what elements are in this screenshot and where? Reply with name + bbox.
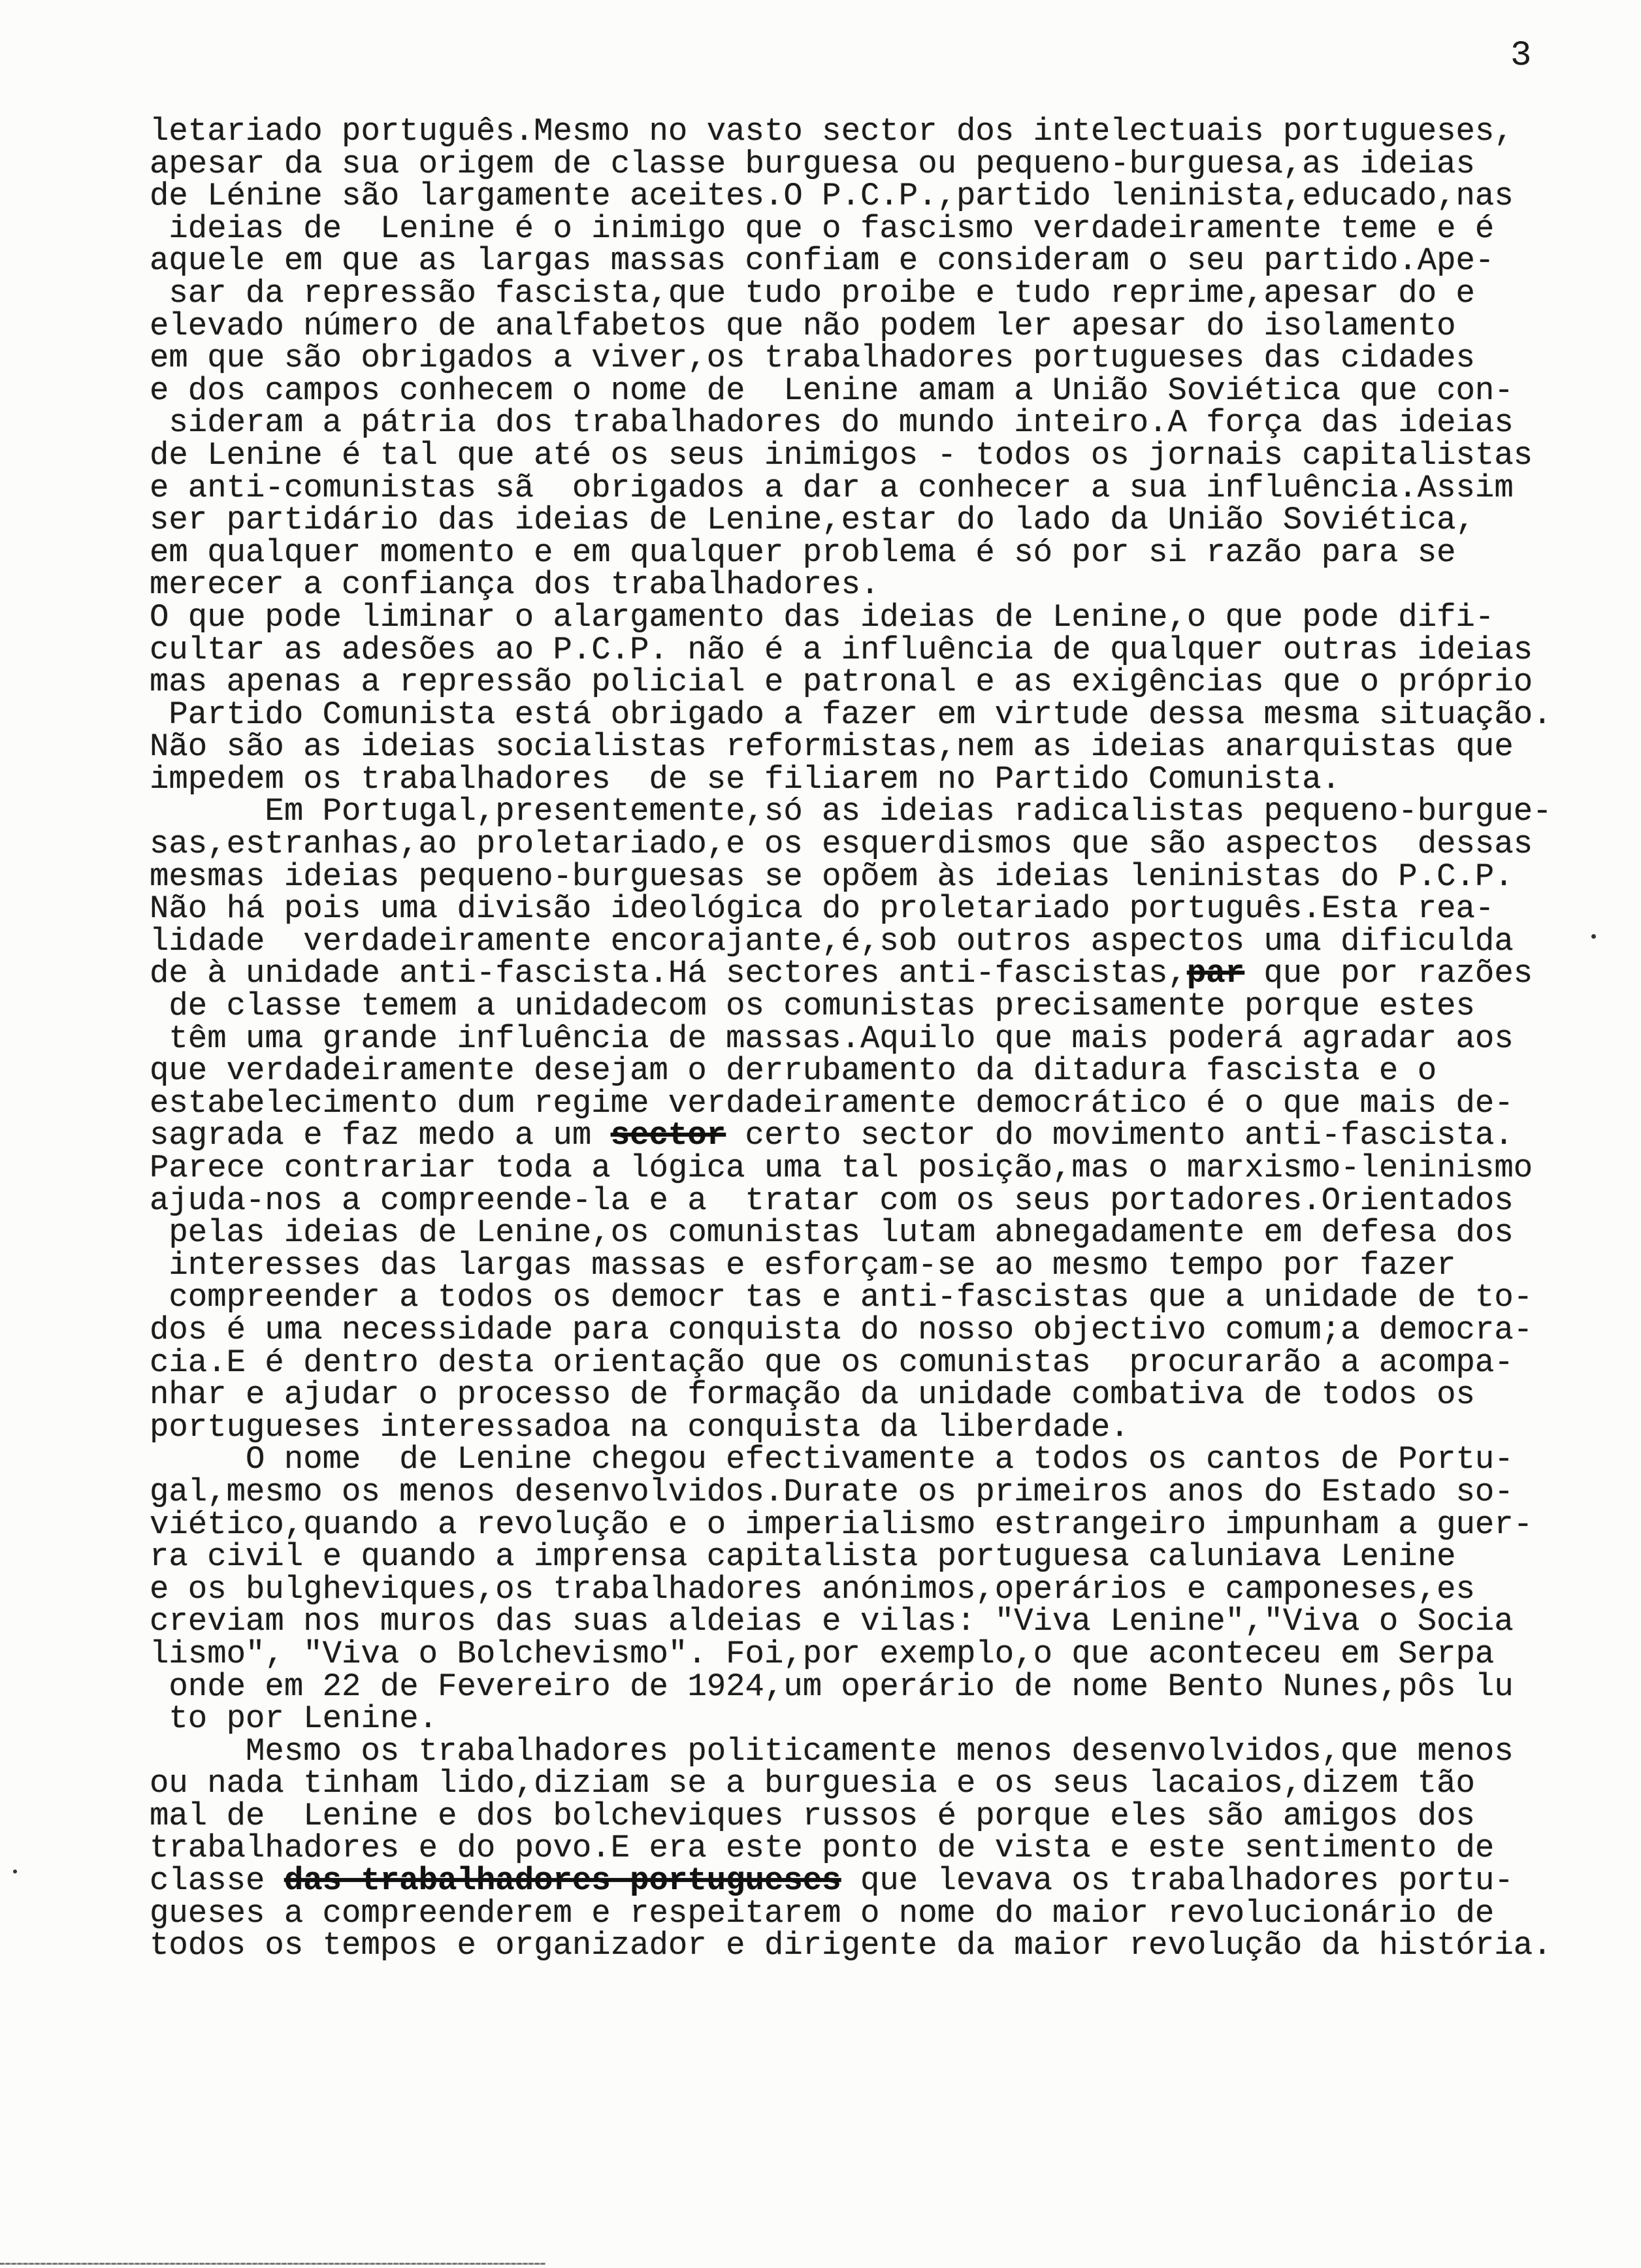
text-line: dos é uma necessidade para conquista do nosso objectivo comum;a democra- bbox=[150, 1311, 1533, 1348]
text-segment: que por razões bbox=[1244, 955, 1533, 992]
text-line: compreender a todos os democr tas e anti-fascistas que a unidade de to- bbox=[169, 1279, 1533, 1316]
text-line: e anti-comunistas sã obrigados a dar a conhecer a sua influência.Assim bbox=[150, 469, 1514, 506]
ink-speck bbox=[1591, 934, 1596, 939]
text-segment: certo sector do movimento anti-fascista. bbox=[726, 1117, 1514, 1154]
struck-out-text: das trabalhadores portugueses bbox=[284, 1862, 841, 1900]
text-line: creviam nos muros das suas aldeias e vilas: "Viva Lenine","Viva o Socia bbox=[150, 1603, 1514, 1640]
text-line: trabalhadores e do povo.E era este ponto de vista e este sentimento de bbox=[150, 1830, 1495, 1867]
text-line: que verdadeiramente desejam o derrubamento da ditadura fascista e o bbox=[150, 1052, 1437, 1090]
text-line: nhar e ajudar o processo de formação da unidade combativa de todos os bbox=[150, 1376, 1475, 1414]
text-line: lidade verdadeiramente encorajante,é,sob outros aspectos uma dificulda bbox=[150, 922, 1514, 960]
text-line: têm uma grande influência de massas.Aquilo que mais poderá agradar aos bbox=[169, 1020, 1514, 1057]
text-line: pelas ideias de Lenine,os comunistas lutam abnegadamente em defesa dos bbox=[169, 1214, 1514, 1252]
text-line: apesar da sua origem de classe burguesa ou pequeno-burguesa,as ideias bbox=[150, 145, 1475, 182]
text-segment: sagrada e faz medo a um bbox=[150, 1117, 611, 1154]
text-line: Não são as ideias socialistas reformistas,nem as ideias anarquistas que bbox=[150, 728, 1514, 766]
text-line: to por Lenine. bbox=[169, 1700, 438, 1738]
text-line: Partido Comunista está obrigado a fazer em virtude dessa mesma situação. bbox=[169, 696, 1552, 733]
struck-out-text: sector bbox=[610, 1117, 726, 1154]
text-line: portugueses interessadoa na conquista da liberdade. bbox=[150, 1408, 1129, 1446]
text-line: cultar as adesões ao P.C.P. não é a influência de qualquer outras ideias bbox=[150, 631, 1533, 668]
text-line: lismo", "Viva o Bolchevismo". Foi,por exemplo,o que aconteceu em Serpa bbox=[150, 1635, 1495, 1672]
text-line: Em Portugal,presentemente,só as ideias radicalistas pequeno-burgue- bbox=[265, 793, 1552, 830]
text-line: viético,quando a revolução e o imperialismo estrangeiro impunham a guer- bbox=[150, 1506, 1533, 1543]
text-line: todos os tempos e organizador e dirigente da maior revolução da história. bbox=[150, 1927, 1552, 1964]
text-line: elevado número de analfabetos que não podem ler apesar do isolamento bbox=[150, 307, 1456, 344]
text-line: ra civil e quando a imprensa capitalista portuguesa caluniava Lenine bbox=[150, 1538, 1456, 1576]
text-line: impedem os trabalhadores de se filiarem no Partido Comunista. bbox=[150, 760, 1341, 798]
text-line bbox=[150, 955, 1619, 992]
text-line: mesmas ideias pequeno-burguesas se opõem às ideias leninistas do P.C.P. bbox=[150, 858, 1514, 895]
text-line: O nome de Lenine chegou efectivamente a todos os cantos de Portu- bbox=[246, 1441, 1514, 1478]
text-line: em qualquer momento e em qualquer problema é só por si razão para se bbox=[150, 534, 1456, 571]
text-line: merecer a confiança dos trabalhadores. bbox=[150, 566, 880, 604]
text-line bbox=[150, 1117, 1619, 1154]
text-segment: de à unidade anti-fascista.Há sectores anti-fascistas, bbox=[150, 955, 1187, 992]
text-line: estabelecimento dum regime verdadeiramente democrático é o que mais de- bbox=[150, 1084, 1514, 1122]
text-line: ajuda-nos a compreende-la e a tratar com os seus portadores.Orientados bbox=[150, 1182, 1514, 1219]
text-line: de Lenine é tal que até os seus inimigos - todos os jornais capitalistas bbox=[150, 436, 1533, 474]
text-line: onde em 22 de Fevereiro de 1924,um operário de nome Bento Nunes,pôs lu bbox=[169, 1668, 1514, 1705]
text-line: interesses das largas massas e esforçam-se ao mesmo tempo por fazer bbox=[169, 1246, 1456, 1284]
text-line: cia.E é dentro desta orientação que os comunistas procurarão a acompa- bbox=[150, 1344, 1514, 1381]
scan-edge-line bbox=[0, 2263, 545, 2265]
text-line: sas,estranhas,ao proletariado,e os esquerdismos que são aspectos dessas bbox=[150, 826, 1533, 863]
text-line bbox=[150, 1862, 1619, 1900]
ink-speck bbox=[13, 1870, 17, 1873]
text-line: Não há pois uma divisão ideológica do proletariado português.Esta rea- bbox=[150, 890, 1495, 928]
text-line: mal de Lenine e dos bolcheviques russos é porque eles são amigos dos bbox=[150, 1797, 1475, 1834]
text-line: aquele em que as largas massas confiam e consideram o seu partido.Ape- bbox=[150, 242, 1495, 280]
text-line: gal,mesmo os menos desenvolvidos.Durate os primeiros anos do Estado so- bbox=[150, 1473, 1514, 1510]
text-line: sideram a pátria dos trabalhadores do mundo inteiro.A força das ideias bbox=[169, 404, 1514, 442]
text-line: ser partidário das ideias de Lenine,estar do lado da União Soviética, bbox=[150, 502, 1475, 539]
text-line: mas apenas a repressão policial e patronal e as exigências que o próprio bbox=[150, 664, 1533, 701]
text-line: gueses a compreenderem e respeitarem o nome do maior revolucionário de bbox=[150, 1894, 1495, 1932]
text-segment: classe bbox=[150, 1862, 284, 1900]
text-line: em que são obrigados a viver,os trabalhadores portugueses das cidades bbox=[150, 340, 1475, 377]
text-line: Mesmo os trabalhadores politicamente menos desenvolvidos,que menos bbox=[246, 1732, 1514, 1770]
text-segment: que levava os trabalhadores portu- bbox=[841, 1862, 1514, 1900]
text-line: O que pode liminar o alargamento das ideias de Lenine,o que pode difi- bbox=[150, 598, 1495, 636]
text-line: ideias de Lenine é o inimigo que o fascismo verdadeiramente teme e é bbox=[169, 210, 1495, 247]
text-line: Parece contrariar toda a lógica uma tal posição,mas o marxismo-leninismo bbox=[150, 1150, 1533, 1186]
page-number: 3 bbox=[1510, 36, 1532, 76]
text-line: e os bulgheviques,os trabalhadores anónimos,operários e camponeses,es bbox=[150, 1570, 1475, 1608]
text-line: de classe temem a unidadecom os comunistas precisamente porque estes bbox=[169, 988, 1475, 1025]
text-line: de Lénine são largamente aceites.O P.C.P.,partido leninista,educado,nas bbox=[150, 178, 1514, 215]
typewritten-text-body bbox=[150, 113, 1619, 1964]
struck-out-text: par bbox=[1186, 955, 1245, 992]
text-line: e dos campos conhecem o nome de Lenine amam a União Soviética que con- bbox=[150, 372, 1514, 409]
text-line: letariado português.Mesmo no vasto sector dos intelectuais portugueses, bbox=[150, 113, 1514, 150]
text-line: ou nada tinham lido,diziam se a burguesia e os seus lacaios,dizem tão bbox=[150, 1765, 1475, 1802]
text-line: sar da repressão fascista,que tudo proibe e tudo reprime,apesar do e bbox=[169, 274, 1475, 312]
